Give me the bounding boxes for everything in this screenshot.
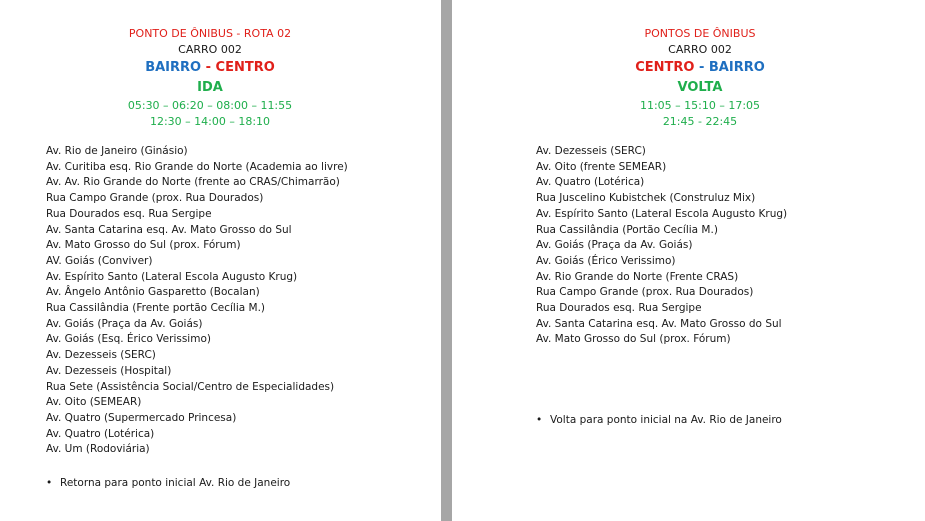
route-label [0, 58, 420, 78]
page-title: PONTOS DE ÔNIBUS [644, 27, 756, 40]
list-item: Av. Ângelo Antônio Gasparetto (Bocalan) [46, 286, 260, 299]
list-item: Av. Rio de Janeiro (Ginásio) [46, 145, 188, 157]
return-note [46, 475, 290, 491]
list-item: AV. Goiás (Conviver) [46, 254, 153, 267]
page-title: PONTO DE ÔNIBUS - ROTA 02 [128, 27, 292, 40]
route-from: CENTRO [635, 60, 695, 75]
return-note-text: Volta para ponto inicial na Av. Rio de Janeiro [550, 414, 782, 426]
return-note-text: Retorna para ponto inicial Av. Rio de Janeiro [60, 477, 291, 489]
page-divider [441, 0, 452, 521]
route-to: CENTRO [215, 60, 275, 75]
list-item: Av. Espírito Santo (Lateral Escola Augusto Krug) [536, 207, 788, 220]
list-item: Av. Goiás (Esq. Érico Verissimo) [46, 333, 211, 346]
left-header [0, 26, 420, 130]
route-separator: - [201, 60, 216, 75]
list-item: Av. Mato Grosso do Sul (prox. Fórum) [46, 239, 241, 252]
list-item: Av. Dezesseis (SERC) [46, 349, 156, 362]
list-item: Av. Oito (frente SEMEAR) [536, 160, 667, 173]
stop-list [46, 144, 348, 458]
list-item: Rua Dourados esq. Rua Sergipe [46, 207, 212, 220]
bullet-icon: • [46, 477, 53, 489]
list-item: Av. Um (Rodoviária) [46, 443, 150, 456]
list-item: Av. Goiás (Praça da Av. Goiás) [536, 239, 693, 252]
list-item: Rua Cassilândia (Frente portão Cecília M.) [46, 302, 266, 315]
page-right [452, 0, 925, 521]
return-note [536, 412, 782, 428]
route-label [452, 58, 925, 78]
bullet-icon: • [536, 414, 543, 426]
schedule-times-line-2: 21:45 - 22:45 [662, 115, 738, 128]
list-item: Av. Dezesseis (Hospital) [46, 364, 172, 377]
list-item: Rua Campo Grande (prox. Rua Dourados) [46, 192, 264, 205]
list-item: Av. Oito (SEMEAR) [46, 396, 142, 409]
list-item: Av. Quatro (Lotérica) [46, 427, 155, 440]
stop-list [536, 144, 787, 348]
list-item: Av. Mato Grosso do Sul (prox. Fórum) [536, 333, 731, 346]
schedule-times-line-1: 11:05 – 15:10 – 17:05 [639, 99, 761, 112]
list-item: Av. Goiás (Praça da Av. Goiás) [46, 317, 203, 330]
list-item: Rua Juscelino Kubistchek (Construluz Mix) [536, 192, 756, 205]
car-label: CARRO 002 [668, 43, 732, 56]
route-to: BAIRRO [708, 60, 765, 75]
list-item: Av. Rio Grande do Norte (Frente CRAS) [536, 270, 739, 283]
schedule-times-line-2: 12:30 – 14:00 – 18:10 [149, 115, 271, 128]
car-label: CARRO 002 [178, 43, 242, 56]
list-item: Av. Dezesseis (SERC) [536, 145, 646, 157]
list-item: Av. Av. Rio Grande do Norte (frente ao CRAS/Chimarrão) [46, 176, 340, 189]
list-item: Av. Goiás (Érico Verissimo) [536, 254, 676, 267]
list-item: Rua Sete (Assistência Social/Centro de Especialidades) [46, 380, 335, 393]
list-item: Av. Santa Catarina esq. Av. Mato Grosso do Sul [536, 317, 782, 330]
direction-label: IDA [197, 80, 223, 95]
list-item: Rua Campo Grande (prox. Rua Dourados) [536, 286, 754, 299]
list-item: Av. Santa Catarina esq. Av. Mato Grosso do Sul [46, 223, 292, 236]
route-separator: - [694, 60, 709, 75]
page-left [0, 0, 441, 521]
route-from: BAIRRO [145, 60, 202, 75]
list-item: Rua Cassilândia (Portão Cecília M.) [536, 223, 718, 236]
list-item: Av. Curitiba esq. Rio Grande do Norte (Academia ao livre) [46, 160, 348, 173]
list-item: Rua Dourados esq. Rua Sergipe [536, 302, 702, 315]
schedule-times-line-1: 05:30 – 06:20 – 08:00 – 11:55 [127, 99, 293, 112]
direction-label: VOLTA [677, 80, 723, 95]
list-item: Av. Espírito Santo (Lateral Escola Augusto Krug) [46, 270, 298, 283]
right-header [452, 26, 925, 130]
list-item: Av. Quatro (Lotérica) [536, 176, 645, 189]
list-item: Av. Quatro (Supermercado Princesa) [46, 411, 237, 424]
